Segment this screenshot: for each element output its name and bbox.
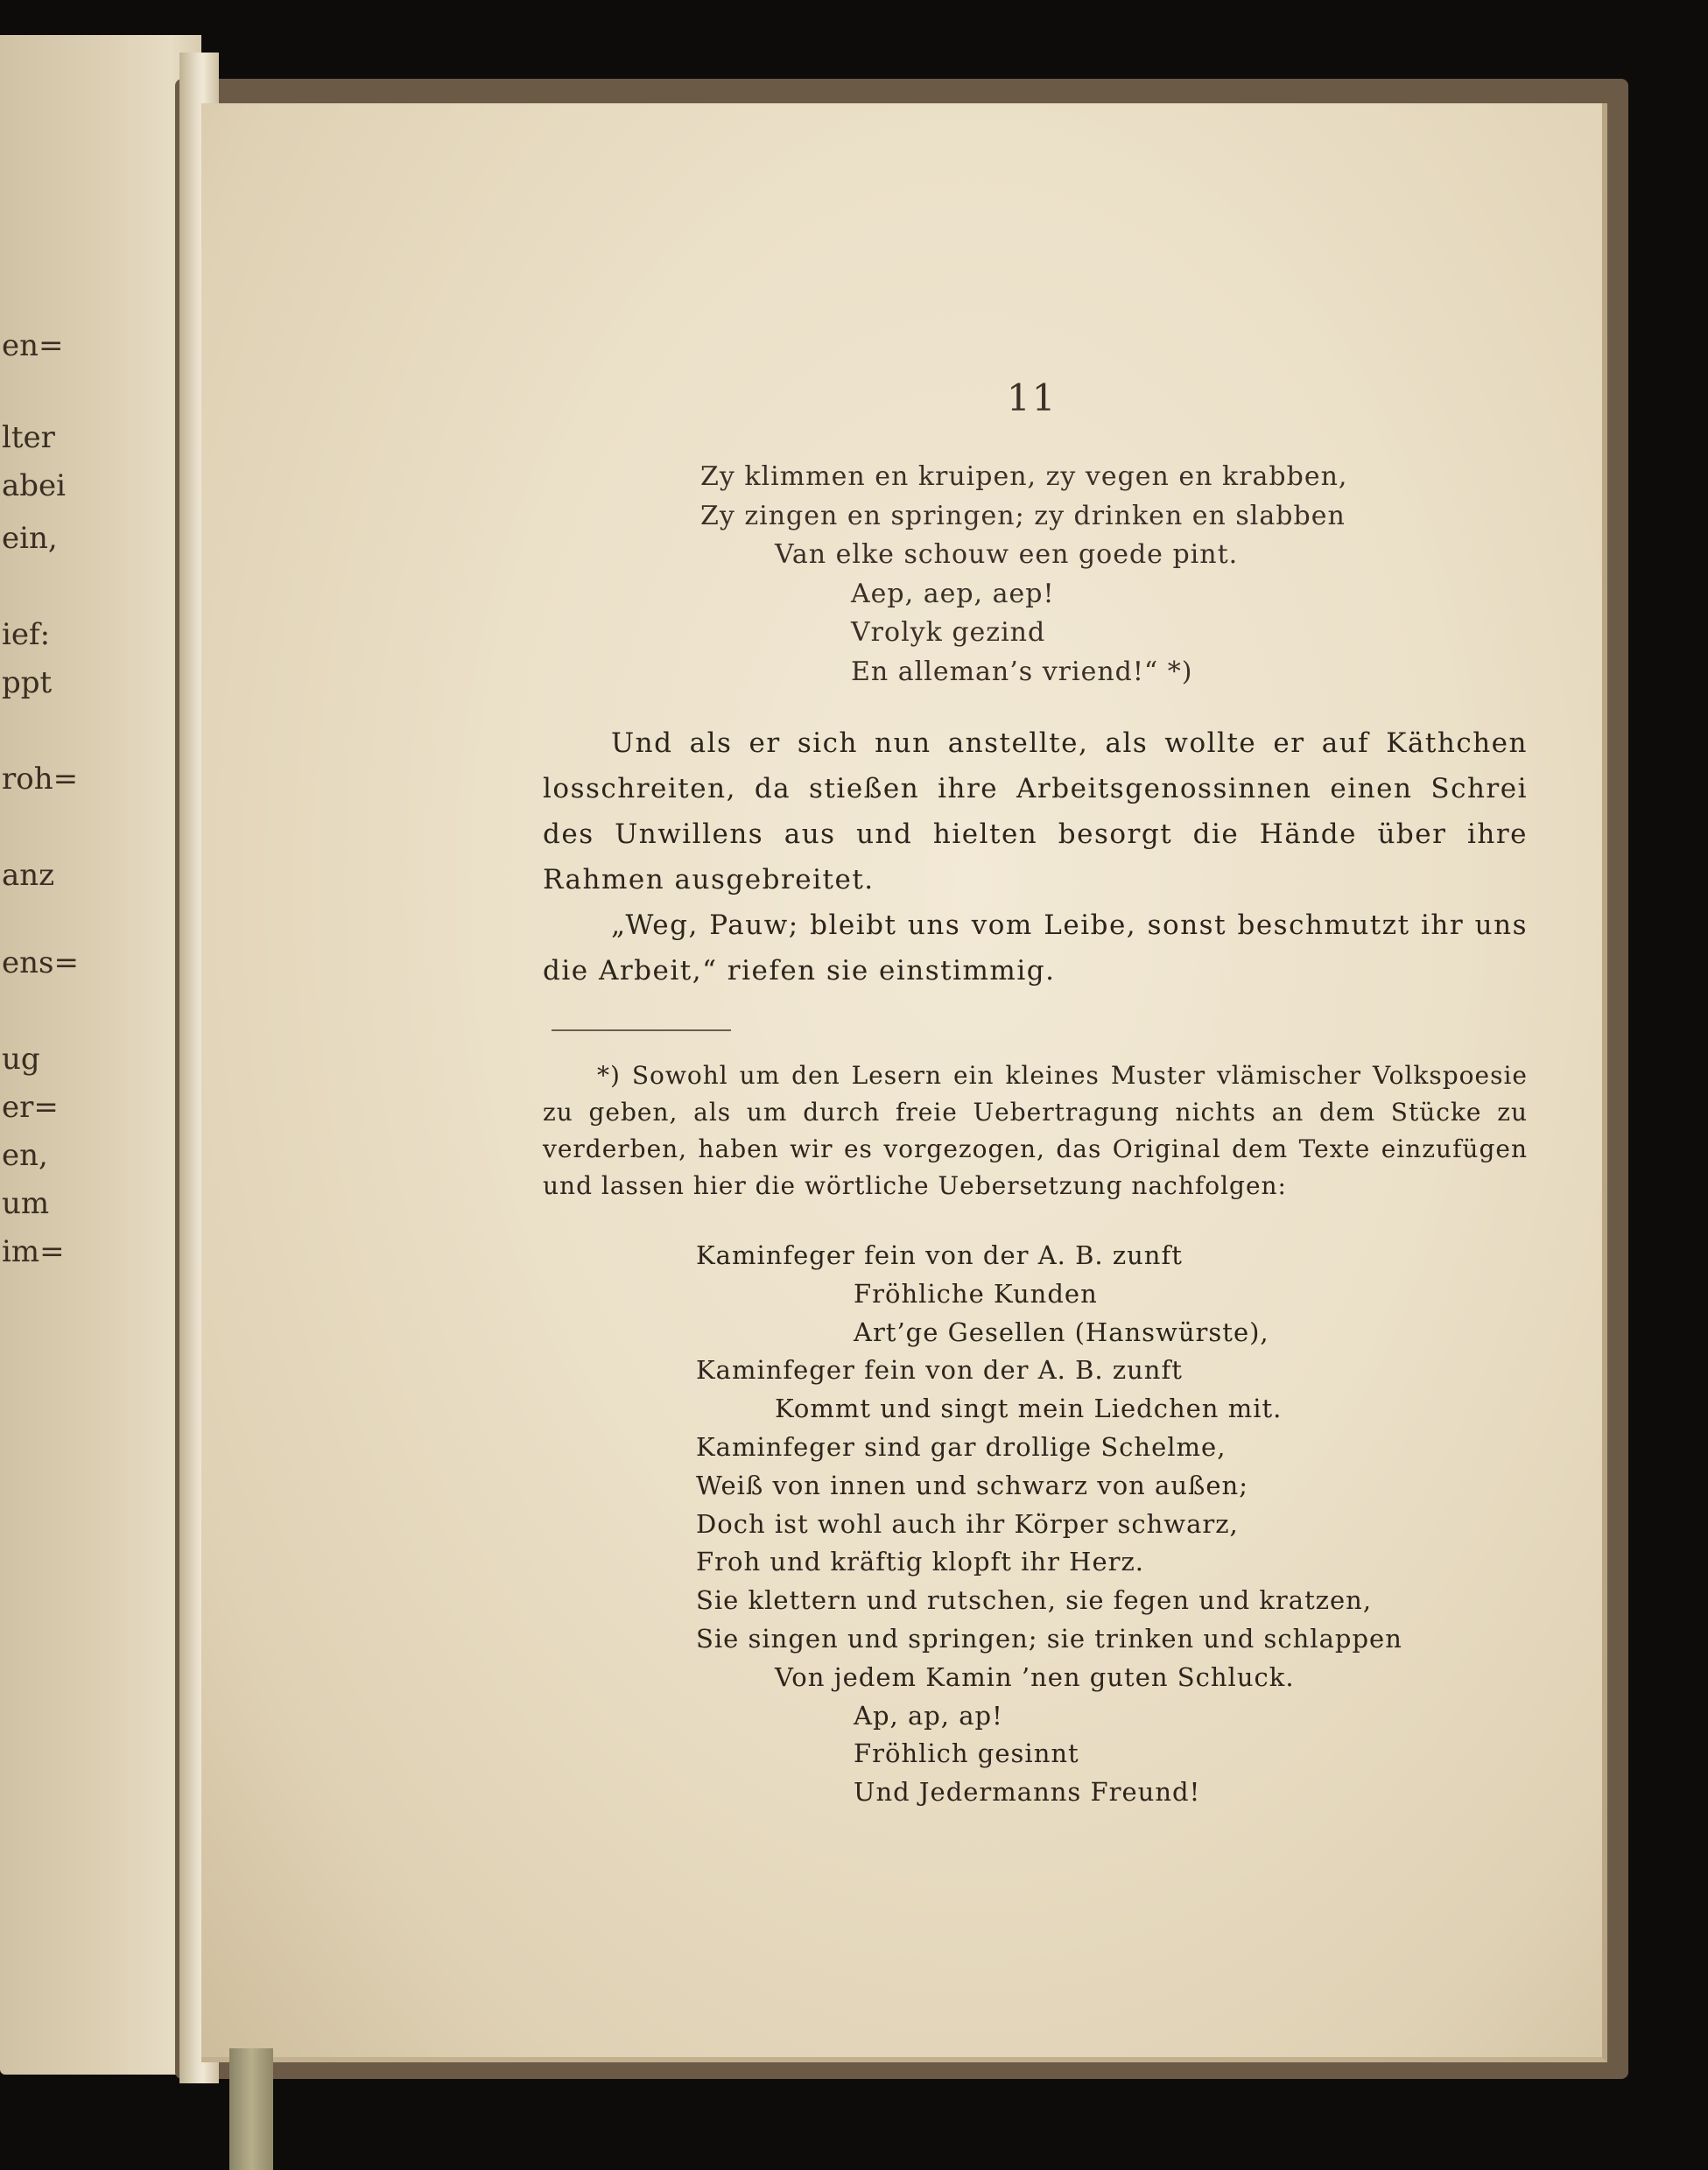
translation-line: Sie singen und springen; sie trinken und schlappen <box>696 1623 1402 1654</box>
translation-line: Und Jedermanns Freund! <box>854 1777 1201 1808</box>
footnote <box>543 1057 1528 1204</box>
paragraph: Und als er sich nun anstellte, als wollte er auf Käthchen losschreiten, da stießen ihre Arbeitsgenossinnen einen Schrei des Unwillens aus und hielten besorgt die Hände über ihre Rahmen ausgebreitet. <box>543 727 1528 895</box>
translation-line: Von jedem Kamin ’nen guten Schluck. <box>775 1661 1295 1692</box>
translation-line: Kommt und singt mein Liedchen mit. <box>775 1394 1283 1424</box>
right-page <box>201 103 1607 2062</box>
bookmark-ribbon <box>229 2048 273 2170</box>
translation-line: Art’ge Gesellen (Hanswürste), <box>854 1317 1269 1347</box>
translated-poem <box>543 1237 1402 1812</box>
poem-line: Aep, aep, aep! <box>851 578 1055 609</box>
left-fragment: ug <box>2 1042 40 1077</box>
translation-line: Fröhlich gesinnt <box>854 1738 1079 1769</box>
poem-line: Vrolyk gezind <box>851 617 1046 648</box>
left-page <box>0 35 201 2075</box>
left-fragment: en, <box>2 1138 48 1173</box>
translation-line: Sie klettern und rutschen, sie fegen und kratzen, <box>696 1585 1373 1616</box>
left-fragment: anz <box>2 858 55 893</box>
poem-line: Zy zingen en springen; zy drinken en slabben <box>700 500 1346 531</box>
translation-line: Ap, ap, ap! <box>854 1700 1003 1731</box>
left-page-text-fragments <box>0 35 79 2075</box>
poem-line: Van elke schouw een goede pint. <box>775 539 1239 570</box>
left-fragment: im= <box>2 1234 65 1269</box>
footnote-text: *) Sowohl um den Lesern ein kleines Muster vlämischer Volkspoesie zu geben, als um durch freie Uebertragung nichts an dem Stücke zu verderben, haben wir es vorgezogen, das Original dem Texte einzufügen und lassen hier die wörtliche Uebersetzung nachfolgen: <box>543 1061 1528 1200</box>
poem-line: Zy klimmen en kruipen, zy vegen en krabben, <box>700 461 1348 492</box>
poem-line: En alleman’s vriend!“ *) <box>851 656 1193 687</box>
page-number: 11 <box>1007 376 1058 419</box>
dutch-poem <box>543 458 1347 692</box>
translation-line: Kaminfeger fein von der A. B. zunft <box>696 1240 1183 1270</box>
translation-line: Kaminfeger fein von der A. B. zunft <box>696 1355 1183 1386</box>
left-fragment: ein, <box>2 521 58 556</box>
left-fragment: lter <box>2 420 55 455</box>
translation-line: Kaminfeger sind gar drollige Schelme, <box>696 1431 1227 1462</box>
left-fragment: roh= <box>2 762 79 797</box>
left-fragment: ppt <box>2 665 53 700</box>
body-text <box>543 720 1528 994</box>
translation-line: Weiß von innen und schwarz von außen; <box>696 1470 1248 1500</box>
left-fragment: ief: <box>2 617 51 652</box>
translation-line: Fröhliche Kunden <box>854 1278 1098 1309</box>
left-fragment: ens= <box>2 945 79 980</box>
left-fragment: er= <box>2 1090 59 1125</box>
left-fragment: abei <box>2 468 67 503</box>
translation-line: Doch ist wohl auch ihr Körper schwarz, <box>696 1508 1239 1539</box>
left-fragment: um <box>2 1186 50 1221</box>
footnote-divider <box>552 1029 731 1031</box>
paragraph: „Weg, Pauw; bleibt uns vom Leibe, sonst beschmutzt ihr uns die Arbeit,“ riefen sie einstimmig. <box>543 909 1528 987</box>
left-fragment: en= <box>2 328 64 363</box>
translation-line: Froh und kräftig klopft ihr Herz. <box>696 1547 1144 1577</box>
